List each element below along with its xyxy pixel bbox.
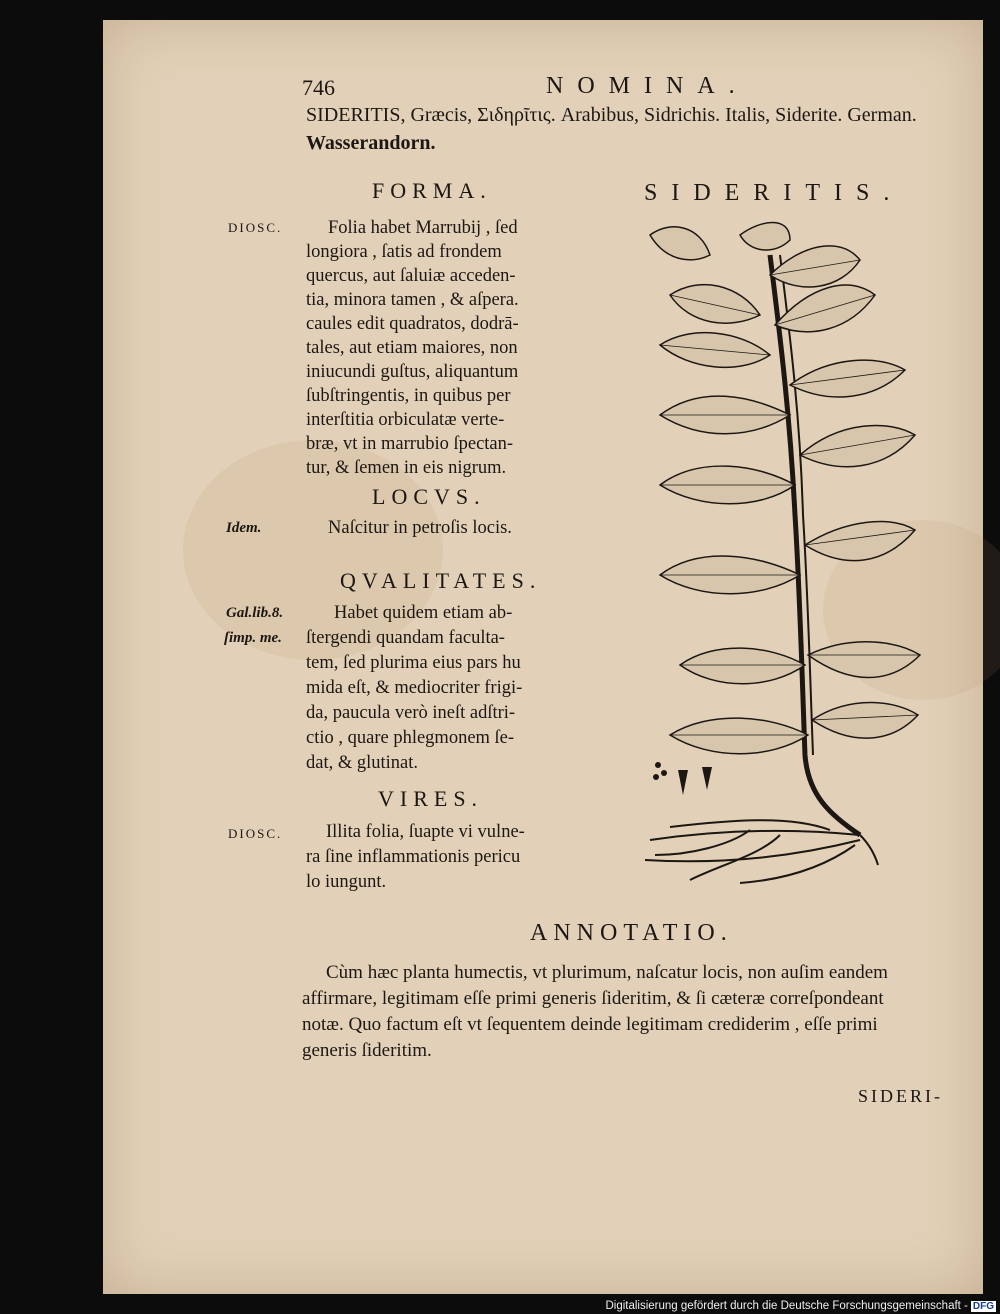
margin-note: Gal.lib.8. xyxy=(226,605,284,621)
text-line: quercus, aut ſaluiæ acceden- xyxy=(306,266,516,286)
margin-note: Idem. xyxy=(226,520,262,536)
text-line: tem, ſed plurima eius pars hu xyxy=(306,653,521,673)
text-line: Habet quidem etiam ab- xyxy=(334,603,513,623)
text-line: generis ſideritim. xyxy=(302,1040,432,1061)
plant-woodcut-illustration xyxy=(630,215,930,895)
section-heading-forma: FORMA. xyxy=(372,178,492,203)
section-heading-qualitates: QVALITATES. xyxy=(340,568,542,593)
german-name: Wasserandorn. xyxy=(306,132,436,154)
text-line: ſubſtringentis, in quibus per xyxy=(306,386,511,406)
text-line: iniucundi guſtus, aliquantum xyxy=(306,362,519,382)
text-line: dat, & glutinat. xyxy=(306,753,419,773)
text-line: ctio , quare phlegmonem ſe- xyxy=(306,728,515,748)
text-line: mida eſt, & mediocriter frigi- xyxy=(306,678,523,698)
names-line: SIDERITIS, Græcis, Σιδηρῖτις. Arabibus, Sidrichis. Italis, Siderite. German. xyxy=(306,104,917,126)
page-number: 746 xyxy=(302,75,335,100)
running-title: NOMINA. xyxy=(546,73,749,99)
text-line: tur, & ſemen in eis nigrum. xyxy=(306,458,507,478)
text-line: ſtergendi quandam faculta- xyxy=(306,628,505,648)
margin-note: ſimp. me. xyxy=(224,630,282,646)
plant-caption: SIDERITIS. xyxy=(644,180,904,206)
text-line: Folia habet Marrubij , ſed xyxy=(328,218,518,238)
text-line: caules edit quadratos, dodrā- xyxy=(306,314,519,334)
text-line: longiora , ſatis ad frondem xyxy=(306,242,502,262)
annotatio-heading: ANNOTATIO. xyxy=(530,920,733,946)
text-line: notæ. Quo factum eſt vt ſequentem deinde legitimam crediderim , eſſe primi xyxy=(302,1014,878,1035)
text-line: Naſcitur in petroſis locis. xyxy=(328,518,512,538)
section-heading-vires: VIRES. xyxy=(378,786,484,811)
text-line: Cùm hæc planta humectis, vt plurimum, naſcatur locis, non auſim eandem xyxy=(326,962,888,983)
footer-text: Digitalisierung gefördert durch die Deutsche Forschungsgemeinschaft - xyxy=(605,1300,968,1312)
text-line: lo iungunt. xyxy=(306,872,387,892)
digitization-footer xyxy=(605,1300,996,1312)
text-line: ra ſine inflammationis pericu xyxy=(306,847,521,867)
section-heading-locus: LOCVS. xyxy=(372,484,486,509)
text-line: tales, aut etiam maiores, non xyxy=(306,338,518,358)
dfg-logo-icon: DFG xyxy=(972,1301,994,1312)
text-line: Illita folia, ſuapte vi vulne- xyxy=(326,822,525,842)
text-line: interſtitia orbiculatæ verte- xyxy=(306,410,505,430)
margin-note: DIOSC. xyxy=(228,220,283,235)
text-line: affirmare, legitimam eſſe primi generis ſideritim, & ſi cæteræ correſpondeant xyxy=(302,988,884,1009)
text-line: bræ, vt in marrubio ſpectan- xyxy=(306,434,514,454)
margin-note: DIOSC. xyxy=(228,826,283,841)
catchword: SIDERI- xyxy=(858,1086,943,1106)
text-line: da, paucula verò ineſt adſtri- xyxy=(306,703,516,723)
text-line: tia, minora tamen , & aſpera. xyxy=(306,290,519,310)
